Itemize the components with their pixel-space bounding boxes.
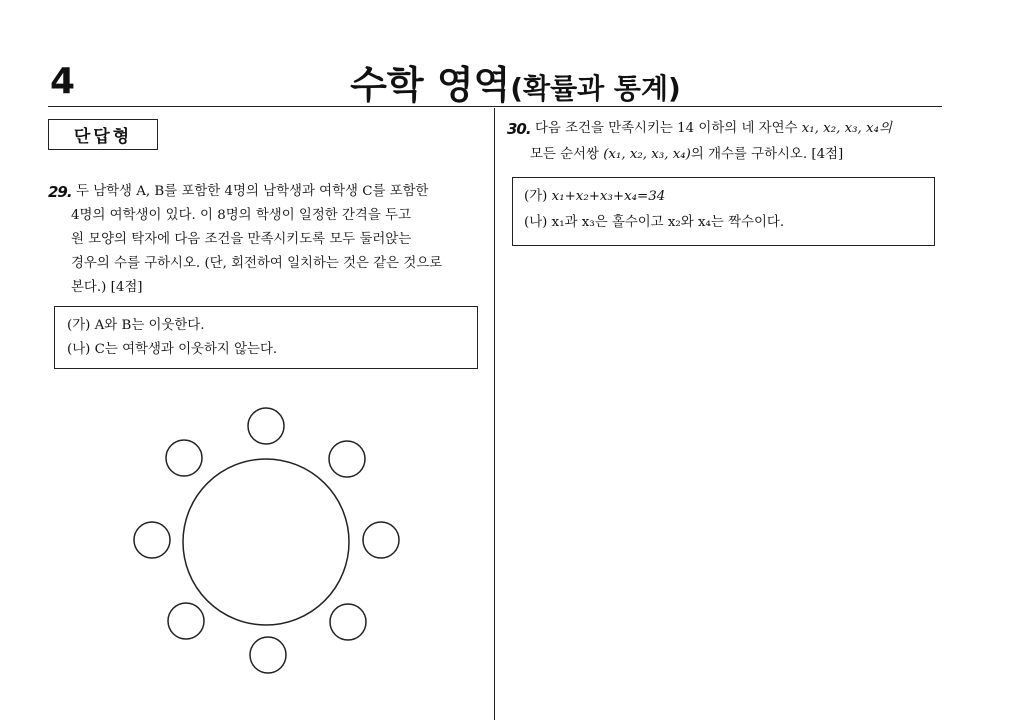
seat [248,408,284,444]
condition-label: (나) [524,215,548,230]
seat [168,603,204,639]
question-text-line [530,145,843,165]
seat [363,522,399,558]
question-text-line: 경우의 수를 구하시오. (단, 회전하여 일치하는 것은 같은 것으로 [71,256,443,271]
seat [250,637,286,673]
title-subtitle: (확률과 통계) [510,72,681,105]
round-table [183,459,349,625]
condition-b: (나) C는 여학생과 이웃하지 않는다. [67,342,278,357]
condition-text: x₁과 x₃은 홀수이고 x₂와 x₄는 짝수이다. [551,215,785,230]
condition-b [524,213,784,233]
math-variables: x₁, x₂, x₃, x₄의 [801,121,892,136]
seat [330,604,366,640]
condition-box [512,177,935,246]
header-rule [48,106,942,107]
question-text: 다음 조건을 만족시키는 14 이하의 네 자연수 [535,121,798,136]
seat [166,440,202,476]
question-text: 의 개수를 구하시오. [4점] [690,147,844,162]
page-title [0,54,1031,109]
section-label: 단답형 [48,119,158,150]
title-main: 수학 영역 [350,63,511,107]
condition-a: (가) A와 B는 이웃한다. [67,318,205,333]
condition-box [54,306,478,369]
column-divider [494,108,495,720]
condition-label: (가) [524,189,548,204]
round-table-diagram [120,395,420,685]
question-number: 30. [507,120,531,138]
question-number: 29. [48,183,72,201]
question-text-line: 4명의 여학생이 있다. 이 8명의 학생이 일정한 간격을 두고 [71,208,411,223]
question-text-line [535,119,892,139]
question-text: 모든 순서쌍 [530,147,599,162]
question-text-line: 본다.) [4점] [71,280,143,295]
condition-a [524,187,665,207]
question-text-line: 원 모양의 탁자에 다음 조건을 만족시키도록 모두 둘러앉는 [71,232,412,247]
seat [134,522,170,558]
page-number: 4 [50,61,76,102]
math-equation: x₁+x₂+x₃+x₄=34 [551,189,666,204]
question-text-line: 두 남학생 A, B를 포함한 4명의 남학생과 여학생 C를 포함한 [76,184,429,199]
seat [329,441,365,477]
math-tuple: (x₁, x₂, x₃, x₄) [603,147,691,162]
